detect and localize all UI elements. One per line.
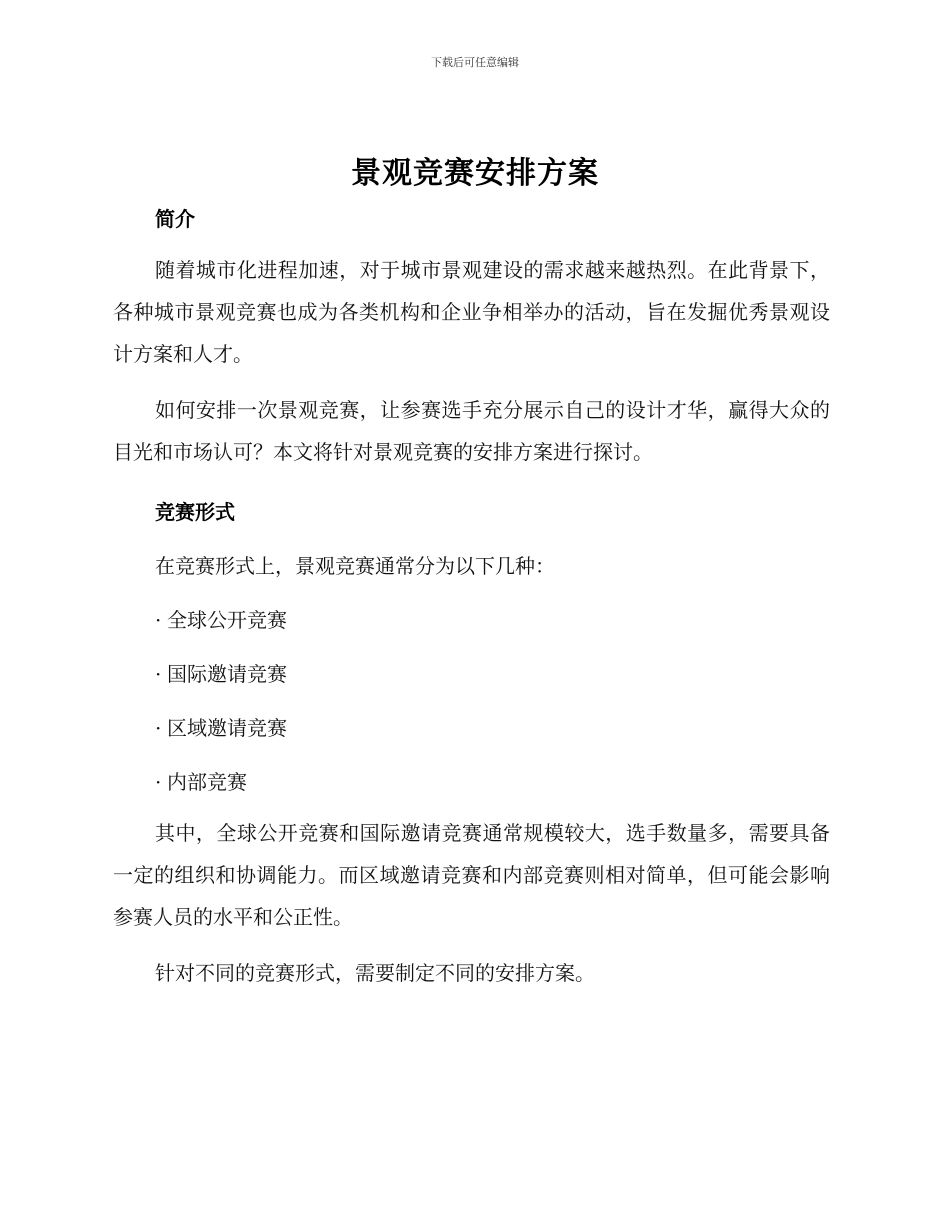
list-item-label: 区域邀请竞赛: [167, 716, 287, 740]
document-body: [113, 203, 830, 994]
list-item-label: 内部竞赛: [167, 770, 247, 794]
format-lead-paragraph: 在竞赛形式上，景观竞赛通常分为以下几种：: [155, 554, 555, 578]
list-item: [113, 712, 830, 744]
bullet-marker: ·: [155, 770, 162, 794]
section-heading-intro: 简介: [155, 207, 195, 231]
list-item: [113, 658, 830, 690]
section-heading-format: 竞赛形式: [155, 500, 235, 524]
bullet-marker: ·: [155, 608, 162, 632]
format-paragraph-1: 其中，全球公开竞赛和国际邀请竞赛通常规模较大，选手数量多，需要具备一定的组织和协调能力。而区域邀请竞赛和内部竞赛则相对简单，但可能会影响参赛人员的水平和公正性。: [113, 821, 830, 929]
list-item-label: 国际邀请竞赛: [167, 662, 287, 686]
bullet-marker: ·: [155, 716, 162, 740]
list-item: [113, 766, 830, 798]
intro-paragraph-2: 如何安排一次景观竞赛，让参赛选手充分展示自己的设计才华，赢得大众的目光和市场认可？本文将针对景观竞赛的安排方案进行探讨。: [113, 398, 830, 464]
list-item: [113, 604, 830, 636]
bullet-marker: ·: [155, 662, 162, 686]
document-title: 景观竞赛安排方案: [351, 156, 599, 191]
list-item-label: 全球公开竞赛: [167, 608, 287, 632]
page-header-note: 下载后可任意编辑: [431, 56, 519, 69]
intro-paragraph-1: 随着城市化进程加速，对于城市景观建设的需求越来越热烈。在此背景下，各种城市景观竞赛也成为各类机构和企业争相举办的活动，旨在发掘优秀景观设计方案和人才。: [113, 258, 830, 366]
format-paragraph-2: 针对不同的竞赛形式，需要制定不同的安排方案。: [155, 961, 595, 985]
